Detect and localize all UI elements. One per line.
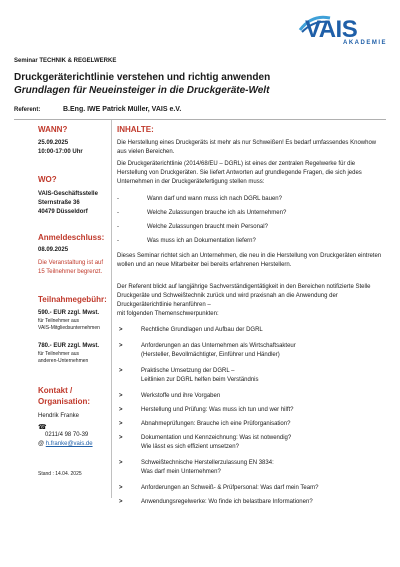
contact-phone: 0211/4 98 70-39 [45, 432, 89, 438]
fee-heading: Teilnahmegebühr: [38, 295, 107, 304]
series-label: Seminar TECHNIK & REGELWERKE [14, 58, 117, 64]
intro-paragraph: Die Herstellung eines Druckgeräts ist mehr als nur Schweißen! Es bedarf umfassendes Knowhow aus vielen Bereichen. [117, 140, 377, 155]
phone-icon: ☎ [38, 424, 47, 431]
logo-wordmark: VAIS [305, 16, 358, 43]
venue-line-2: Sternstraße 36 [38, 200, 80, 206]
event-date: 25.09.2025 [38, 140, 69, 146]
audience-paragraph: Dieses Seminar richtet sich an Unternehmen, die neu in die Herstellung von Druckgeräten eintreten wollen und an neue Mitarbeiter bei bereits erfahrenen Herstellern. [117, 253, 382, 268]
venue-line-3: 40479 Düsseldorf [38, 209, 88, 215]
inhalte-heading: INHALTE: [117, 125, 154, 134]
registration-deadline: 08.09.2025 [38, 247, 69, 253]
event-time: 10:00-17:00 Uhr [38, 149, 83, 155]
fee-member-price: 590.- EUR zzgl. Mwst. [38, 310, 100, 316]
anmeldeschluss-heading: Anmeldeschluss: [38, 233, 105, 242]
fee-other-desc-2: anderen-Unternehmen [38, 358, 89, 364]
referent-paragraph: Der Referent blickt auf langjährige Sachverständigentätigkeit in den Bereichen notifizierte Stelle Druckgeräte und Schweißtechnik zurück und wird praxisnah an die Anwendung der Druckgeräterichtlinie heranführen – [117, 284, 371, 308]
contact-heading-1: Kontakt / [38, 386, 73, 395]
contact-email-link[interactable]: h.franke@vais.de [45, 441, 93, 447]
contact-heading-2: Organisation: [38, 397, 91, 406]
page-subtitle: Grundlagen für Neueinsteiger in die Druckgeräte-Welt [14, 85, 270, 96]
venue-line-1: VAIS-Geschäftsstelle [38, 191, 98, 197]
referent-label: Referent: [14, 107, 41, 113]
fee-other-price: 780.- EUR zzgl. Mwst. [38, 343, 100, 349]
header-divider [14, 119, 386, 120]
wann-heading: WANN? [38, 125, 68, 134]
fee-member-desc-1: für Teilnehmer aus [38, 318, 80, 324]
fee-other-desc-1: für Teilnehmer aus [38, 351, 80, 357]
logo-subtitle: AKADEMIE [343, 40, 388, 46]
contact-name: Hendrik Franke [38, 413, 80, 419]
limit-note-1: Die Veranstaltung ist auf [38, 260, 104, 266]
topics-intro: mit folgenden Themenschwerpunkten: [117, 311, 219, 317]
contact-email-row [38, 440, 113, 449]
dgrl-paragraph: Die Druckgeräterichtlinie (2014/68/EU – DGRL) ist eines der zentralen Regelwerke für die Herstellung von Druckgeräten. Sie liefert Antworten auf grundlegende Fragen, die sich jedes Unternehmen in der Druckgerätefertigung stellen muss: [117, 161, 362, 185]
wo-heading: WO? [38, 175, 57, 184]
limit-note-2: 15 Teilnehmer begrenzt. [38, 269, 103, 275]
page-title: Druckgeräterichtlinie verstehen und richtig anwenden [14, 72, 271, 83]
referent-name: B.Eng. IWE Patrick Müller, VAIS e.V. [63, 106, 182, 113]
email-icon: @ [38, 441, 45, 447]
stand-date: Stand : 14.04. 2025 [38, 471, 82, 477]
fee-member-desc-2: VAIS-Mitgliedsunternehmen [38, 325, 100, 331]
